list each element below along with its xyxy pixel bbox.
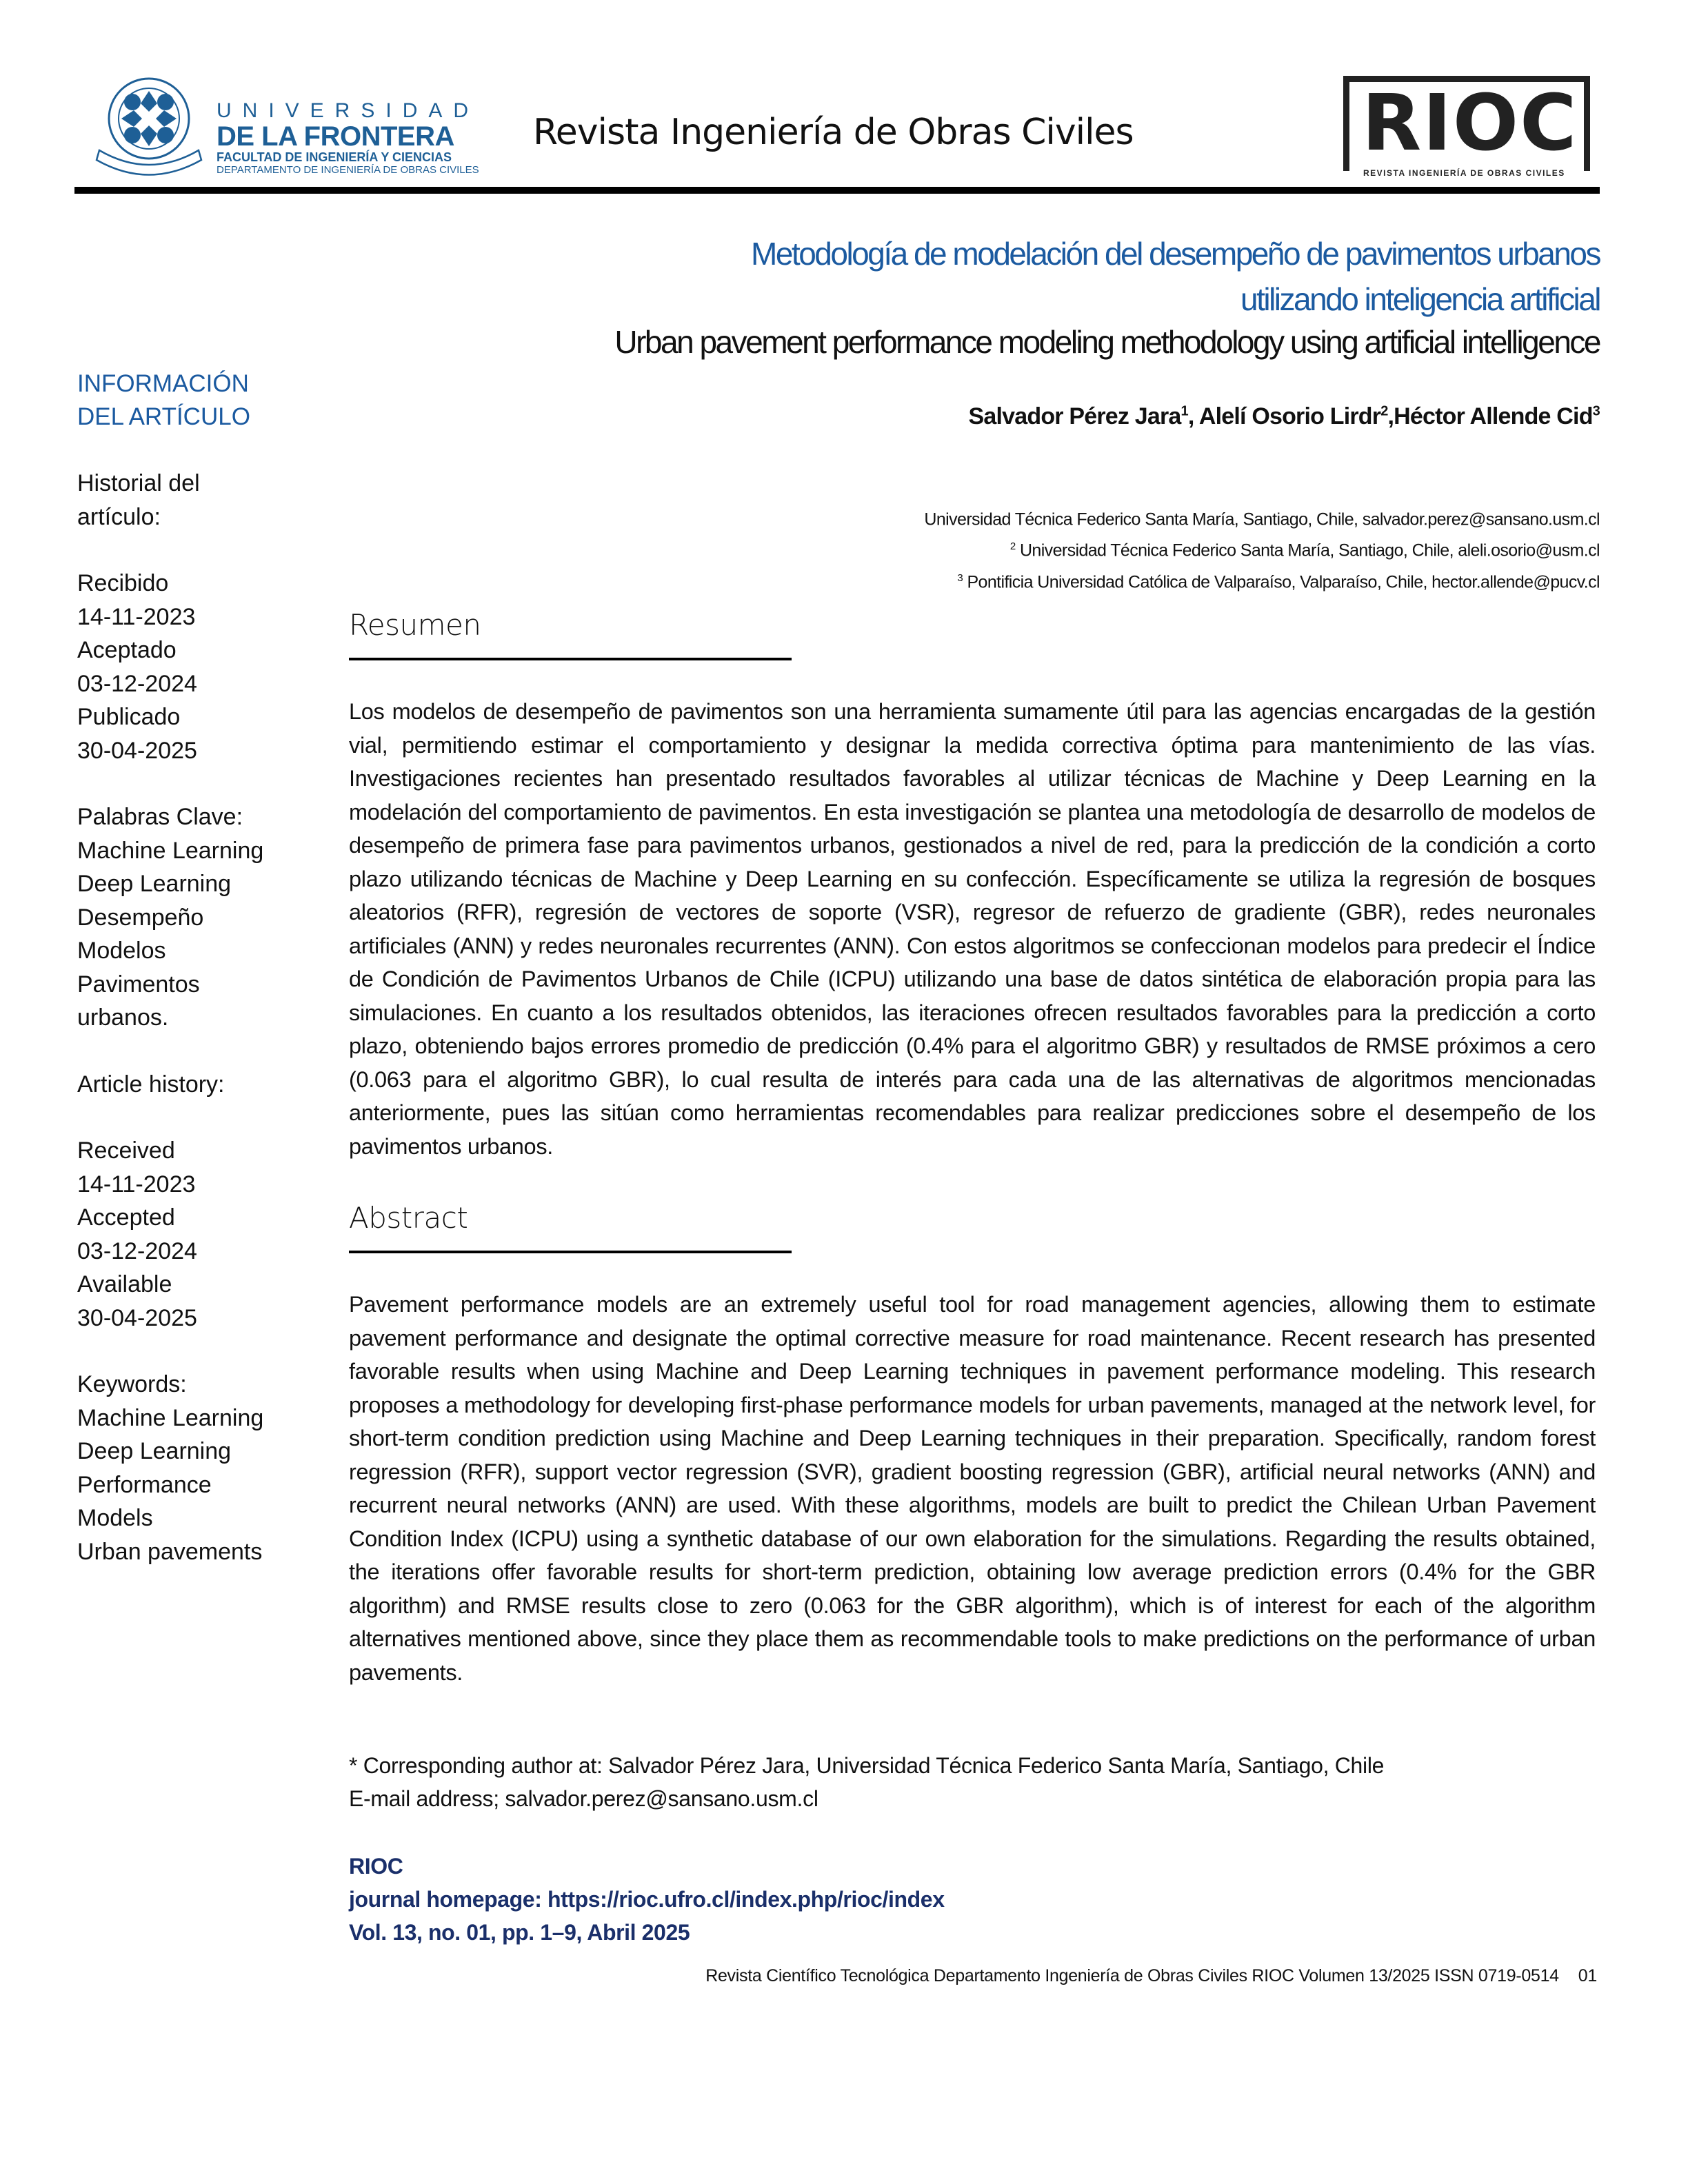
title-es-line2: utilizando inteligencia artificial <box>1240 281 1600 317</box>
keywords-en-label: Keywords: <box>77 1371 187 1397</box>
abstract-text: Pavement performance models are an extremely useful tool for road management agencies, allowing them to estimate pavement performance and designate the optimal corrective measure for road maintenance. Recent research has presented favorable results when using Machine and Deep Learning techniques in pavement performance modeling. This research proposes a methodology for developing first-phase performance models for urban pavements, managed at the network level, for short-term condition prediction using Machine and Deep Learning techniques in their preparation. Specifically, random forest regression (RFR), support vector regression (SVR), gradient boosting regression (GBR), artificial neural networks (ANN) and recurrent neural networks (ANN) are used. With these algorithms, models are built to predict the Chilean Urban Pavement Condition Index (ICPU) using a synthetic database of our own elaboration for the simulations. Regarding the results obtained, the iterations offer favorable results for short-term prediction, obtaining low average prediction errors (0.4% for the GBR algorithm) and RMSE results close to zero (0.063 for the GBR algorithm), which is of interest for each of the algorithm alternatives mentioned above, since they place them as recommendable tools to make predictions on the performance of urban pavements. <box>349 1292 1596 1685</box>
author: Alelí Osorio Lirdr <box>1198 403 1381 429</box>
history-item: 30-04-2025 <box>77 1304 197 1331</box>
author-affiliation-marker: 2 <box>1380 403 1388 419</box>
university-logo <box>94 76 480 179</box>
history-item: 14-11-2023 <box>77 603 196 630</box>
resumen-text: Los modelos de desempeño de pavimentos son una herramienta sumamente útil para las agencias encargadas de la gestión vial, permitiendo estimar el comportamiento y designar la medida correctiva óptima para mantenimiento de las vías. Investigaciones recientes han presentado resultados favorables al utilizar técnicas de Machine y Deep Learning en la modelación del comportamiento de pavimentos. En esta investigación se plantea una metodología de desarrollo de modelos de desempeño de primera fase para pavimentos urbanos, gestionados a nivel de red, para la predicción de la condición a corto plazo utilizando técnicas de Machine y Deep Learning en su confección. Específicamente se utiliza la regresión de bosques aleatorios (RFR), regresión de vectores de soporte (VSR), regresor de refuerzo de gradiente (GBR), redes neuronales artificiales (ANN) y redes neuronales recurrentes (ANN). Con estos algoritmos se confeccionan modelos para predecir el Índice de Condición de Pavimentos Urbanos de Chile (ICPU) utilizando una base de datos sintética de elaboración propia para las simulaciones. En cuanto a los resultados obtenidos, las iteraciones ofrecen resultados favorables para la predicción a corto plazo, obteniendo bajos errores promedio de predicción (0.4% para el algoritmo GBR) y resultados de RMSE próximos a cero (0.063 para el algoritmo GBR), lo cual resulta de interés para cada una de las alternativas de algoritmos mencionadas anteriormente, pues las sitúan como herramientas recomendables para realizar predicciones sobre el desempeño de los pavimentos urbanos. <box>349 699 1596 1159</box>
keyword: Deep Learning <box>77 1438 232 1464</box>
page-header <box>74 69 1605 186</box>
journal-logo <box>1343 76 1590 178</box>
history-en-list <box>77 1134 305 1335</box>
history-item: Available <box>77 1271 172 1297</box>
corresponding-author-line: * Corresponding author at: Salvador Pérez Jara, Universidad Técnica Federico Santa María, Santiago, Chile <box>349 1753 1385 1778</box>
faculty-name: FACULTAD DE INGENIERÍA Y CIENCIAS <box>217 150 452 164</box>
journal-volume: Vol. 13, no. 01, pp. 1–9, Abril 2025 <box>349 1920 690 1945</box>
history-item: Recibido <box>77 570 169 596</box>
affiliation: $^3$ Pontificia Universidad Católica de Valparaíso, Valparaíso, Chile, hector.allende@pucv.cl <box>957 572 1600 592</box>
keywords-en-list <box>77 1402 305 1569</box>
keywords-es-list <box>77 834 305 1035</box>
author: Salvador Pérez Jara <box>968 403 1181 429</box>
history-item: 30-04-2025 <box>77 737 197 764</box>
journal-title: Revista Ingeniería de Obras Civiles <box>533 112 1134 153</box>
keyword: Deep Learning <box>77 871 232 897</box>
affiliation: Universidad Técnica Federico Santa María, Santiago, Chile, salvador.perez@sansano.usm.cl <box>924 509 1600 529</box>
history-es-label: Historial del artículo: <box>77 470 200 530</box>
keyword: Machine Learning <box>77 1404 264 1431</box>
keyword: Modelos <box>77 938 166 964</box>
article-title-english: Urban pavement performance modeling methodology using artificial intelligence <box>614 324 1600 360</box>
history-item: Publicado <box>77 704 181 730</box>
page-number: 01 <box>1578 1966 1597 1985</box>
header-divider <box>74 187 1600 194</box>
article-info-heading: INFORMACIÓN DEL ARTÍCULO <box>77 370 250 430</box>
history-item: Aceptado <box>77 637 177 663</box>
article-title-spanish <box>428 231 1600 322</box>
author-separator: , <box>1187 403 1199 429</box>
keyword: Urban pavements <box>77 1538 263 1565</box>
author: Héctor Allende Cid <box>1394 403 1593 429</box>
resumen-heading: Resumen <box>349 608 481 642</box>
author-affiliation-marker: 1 <box>1180 403 1188 419</box>
journal-logo-subtitle: REVISTA INGENIERÍA DE OBRAS CIVILES <box>1359 168 1569 178</box>
title-es-line1: Metodología de modelación del desempeño de pavimentos urbanos <box>751 236 1600 272</box>
history-es-list <box>77 567 305 767</box>
department-name: DEPARTAMENTO DE INGENIERÍA DE OBRAS CIVILES <box>217 164 479 176</box>
author-affiliation-marker: 3 <box>1592 403 1600 419</box>
page-footer <box>705 1966 1597 1986</box>
corresponding-author <box>349 1749 1596 1815</box>
keyword: Machine Learning <box>77 837 264 864</box>
journal-homepage-link[interactable]: journal homepage: https://rioc.ufro.cl/index.php/rioc/index <box>349 1887 945 1912</box>
corresponding-email: E-mail address; salvador.perez@sansano.usm.cl <box>349 1786 818 1811</box>
resumen-heading-rule <box>349 658 792 660</box>
history-en-label: Article history: <box>77 1071 225 1098</box>
keyword: Desempeño <box>77 904 204 931</box>
keyword: Models <box>77 1505 153 1531</box>
university-wordmark <box>217 99 479 176</box>
history-item: Received <box>77 1138 175 1164</box>
resumen-section <box>349 607 1596 1163</box>
article-info-sidebar <box>77 367 305 1568</box>
keyword: Performance <box>77 1471 212 1498</box>
keyword: Pavimentos <box>77 971 200 998</box>
abstract-heading-rule <box>349 1251 792 1253</box>
abstract-heading: Abstract <box>349 1201 468 1235</box>
affiliation: $^2$ Universidad Técnica Federico Santa María, Santiago, Chile, aleli.osorio@usm.cl <box>1009 540 1600 560</box>
university-line2: DE LA FRONTERA <box>217 121 454 152</box>
journal-info <box>349 1850 1596 1949</box>
author-separator: , <box>1387 403 1394 429</box>
affiliation-list <box>924 502 1600 596</box>
history-item: 03-12-2024 <box>77 1237 197 1264</box>
keyword: urbanos. <box>77 1004 169 1031</box>
university-line1: UNIVERSIDAD <box>217 99 480 122</box>
journal-logo-acronym: RIOC <box>1362 79 1578 168</box>
history-item: Accepted <box>77 1204 175 1231</box>
journal-name: RIOC <box>349 1854 403 1879</box>
author-list <box>969 403 1600 430</box>
university-seal-icon <box>94 76 204 179</box>
history-item: 03-12-2024 <box>77 670 197 697</box>
footer-text: Revista Científico Tecnológica Departamento Ingeniería de Obras Civiles RIOC Volumen 13/2025 ISSN 0719-0514 <box>705 1966 1559 1985</box>
abstract-section <box>349 1200 1596 1689</box>
history-item: 14-11-2023 <box>77 1171 196 1197</box>
keywords-es-label: Palabras Clave: <box>77 804 243 830</box>
